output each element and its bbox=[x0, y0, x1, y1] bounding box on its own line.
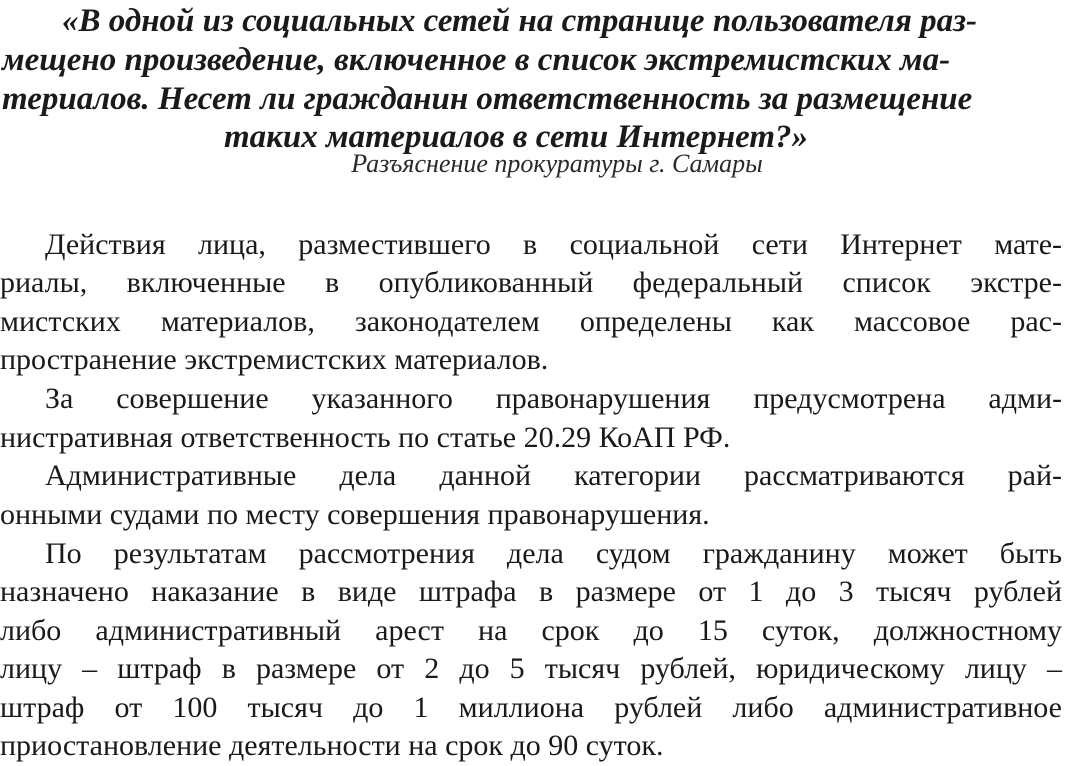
heading-line-3: териалов. Несет ли гражданин ответственность за размещение bbox=[2, 81, 973, 117]
body-line-10: назначено наказание в виде штрафа в размере от 1 до 3 тысяч рублей bbox=[0, 575, 1062, 608]
heading-attribution: Разъяснение прокуратуры г. Самары bbox=[351, 149, 763, 178]
body-line-7: Административные дела данной категории рассматриваются рай- bbox=[45, 459, 1062, 492]
body-line-14: приостановление деятельности на срок до 90 суток. bbox=[0, 729, 664, 762]
body-line-8: онными судами по месту совершения правонарушения. bbox=[0, 498, 710, 531]
body-line-1: Действия лица, разместившего в социальной сети Интернет мате- bbox=[45, 228, 1062, 261]
body-line-4: пространение экстремистских материалов. bbox=[0, 343, 549, 376]
body-line-3: мистских материалов, законодателем определены как массовое рас- bbox=[0, 305, 1062, 338]
body-line-13: штраф от 100 тысяч до 1 миллиона рублей либо административное bbox=[0, 691, 1062, 724]
body-line-11: либо административный арест на срок до 15 суток, должностному bbox=[0, 614, 1062, 647]
body-line-12: лицу – штраф в размере от 2 до 5 тысяч рублей, юридическому лицу – bbox=[0, 652, 1062, 685]
body-line-9: По результатам рассмотрения дела судом гражданину может быть bbox=[45, 537, 1062, 570]
body-line-2: риалы, включенные в опубликованный федеральный список экстре- bbox=[0, 266, 1062, 299]
heading-line-4: таких материалов в сети Интернет?» bbox=[224, 119, 809, 155]
body-line-5: За совершение указанного правонарушения предусмотрена адми- bbox=[45, 382, 1062, 415]
body-line-6: нистративная ответственность по статье 20.29 КоАП РФ. bbox=[0, 421, 731, 454]
heading-line-2: мещено произведение, включенное в список экстремистских ма- bbox=[2, 42, 951, 78]
heading-line-1: «В одной из социальных сетей на странице пользователя раз- bbox=[62, 3, 977, 39]
